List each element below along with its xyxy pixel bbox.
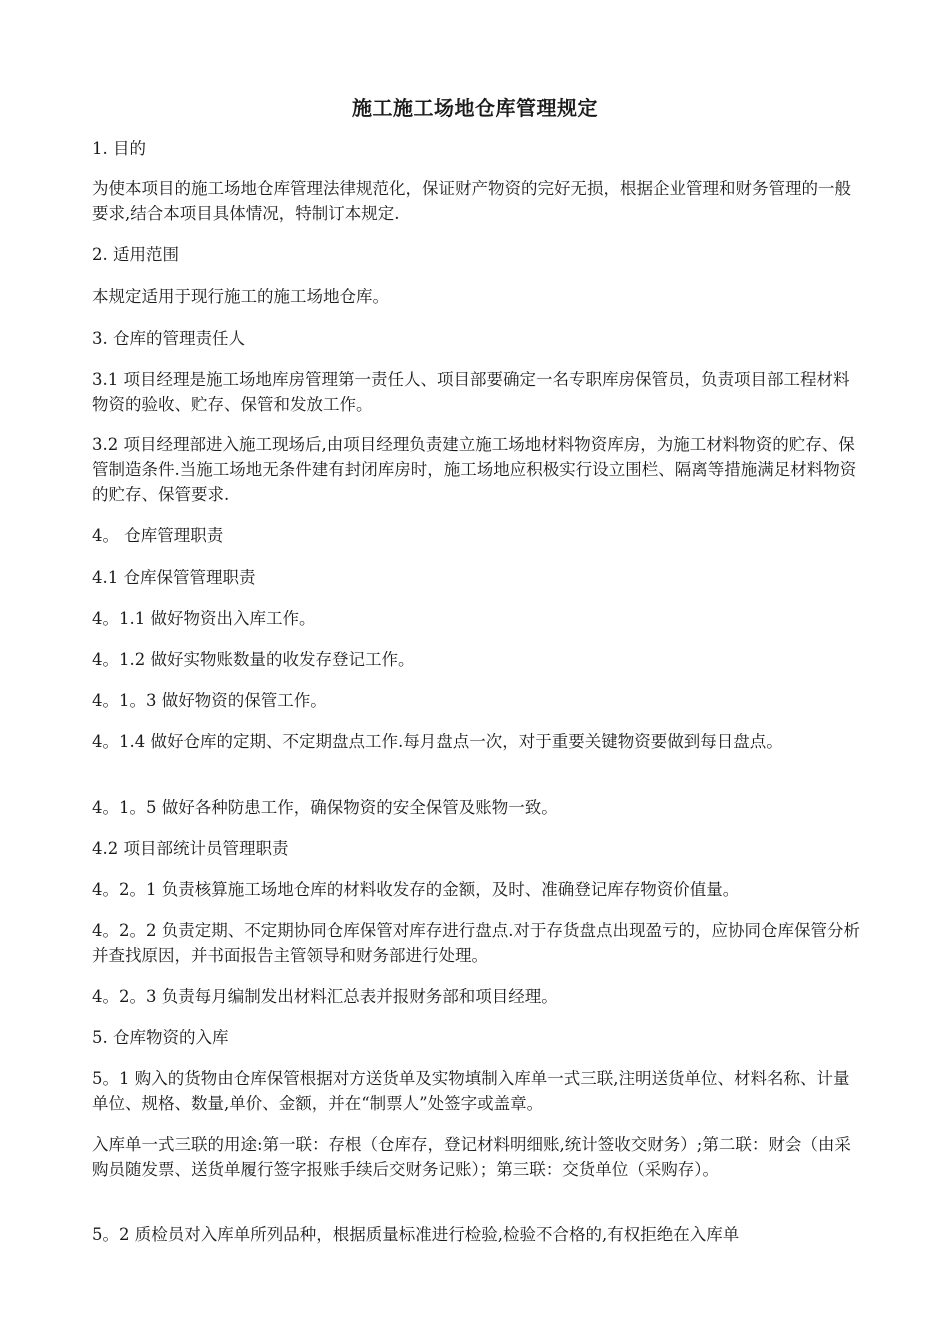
paragraph-5-2: 5。2 质检员对入库单所列品种，根据质量标准进行检验,检验不合格的,有权拒绝在入库单: [92, 1225, 740, 1244]
paragraph-3-1: 3.1 项目经理是施工场地库房管理第一责任人、项目部要确定一名专职库房保管员，负责项目部工程材料物资的验收、贮存、保管和发放工作。: [92, 370, 850, 414]
section-heading-purpose: 1. 目的: [92, 139, 146, 158]
paragraph-receipt-usage: 入库单一式三联的用途:第一联：存根（仓库存，登记材料明细账,统计签收交财务）;第二联：财会（由采购员随发票、送货单履行签字报账手续后交财务记账）；第三联：交货单位（采购存）。: [92, 1135, 851, 1179]
paragraph-3-2: 3.2 项目经理部进入施工现场后,由项目经理负责建立施工场地材料物资库房，为施工材料物资的贮存、保管制造条件.当施工场地无条件建有封闭库房时，施工场地应积极实行设立围栏、隔离等措施满足材料物资的贮存、保管要求.: [92, 435, 857, 504]
section-heading-scope: 2. 适用范围: [92, 245, 179, 264]
subsection-heading-4-2: 4.2 项目部统计员管理职责: [92, 839, 289, 858]
document-title: 施工施工场地仓库管理规定: [352, 96, 598, 120]
paragraph-5-1: 5。1 购入的货物由仓库保管根据对方送货单及实物填制入库单一式三联,注明送货单位、材料名称、计量单位、规格、数量,单价、金额，并在“制票人”处签字或盖章。: [92, 1069, 850, 1113]
paragraph-4-1-5: 4。1。5 做好各种防患工作，确保物资的安全保管及账物一致。: [92, 798, 558, 817]
paragraph-scope: 本规定适用于现行施工的施工场地仓库。: [92, 287, 389, 306]
paragraph-4-1-2: 4。1.2 做好实物账数量的收发存登记工作。: [92, 650, 415, 669]
section-heading-responsible: 3. 仓库的管理责任人: [92, 329, 245, 348]
paragraph-4-2-2: 4。2。2 负责定期、不定期协同仓库保管对库存进行盘点.对于存货盘点出现盈亏的，应协同仓库保管分析并查找原因，并书面报告主管领导和财务部进行处理。: [92, 921, 860, 965]
section-heading-inbound: 5. 仓库物资的入库: [92, 1028, 229, 1047]
paragraph-4-2-3: 4。2。3 负责每月编制发出材料汇总表并报财务部和项目经理。: [92, 987, 558, 1006]
section-heading-duties: 4。 仓库管理职责: [92, 526, 224, 545]
subsection-heading-4-1: 4.1 仓库保管管理职责: [92, 568, 256, 587]
paragraph-purpose: 为使本项目的施工场地仓库管理法律规范化，保证财产物资的完好无损，根据企业管理和财务管理的一般要求,结合本项目具体情况，特制订本规定.: [92, 179, 851, 223]
paragraph-4-1-3: 4。1。3 做好物资的保管工作。: [92, 691, 327, 710]
paragraph-4-1-1: 4。1.1 做好物资出入库工作。: [92, 609, 316, 628]
paragraph-4-2-1: 4。2。1 负责核算施工场地仓库的材料收发存的金额，及时、准确登记库存物资价值量。: [92, 880, 740, 899]
paragraph-4-1-4: 4。1.4 做好仓库的定期、不定期盘点工作.每月盘点一次，对于重要关键物资要做到每日盘点。: [92, 732, 783, 751]
